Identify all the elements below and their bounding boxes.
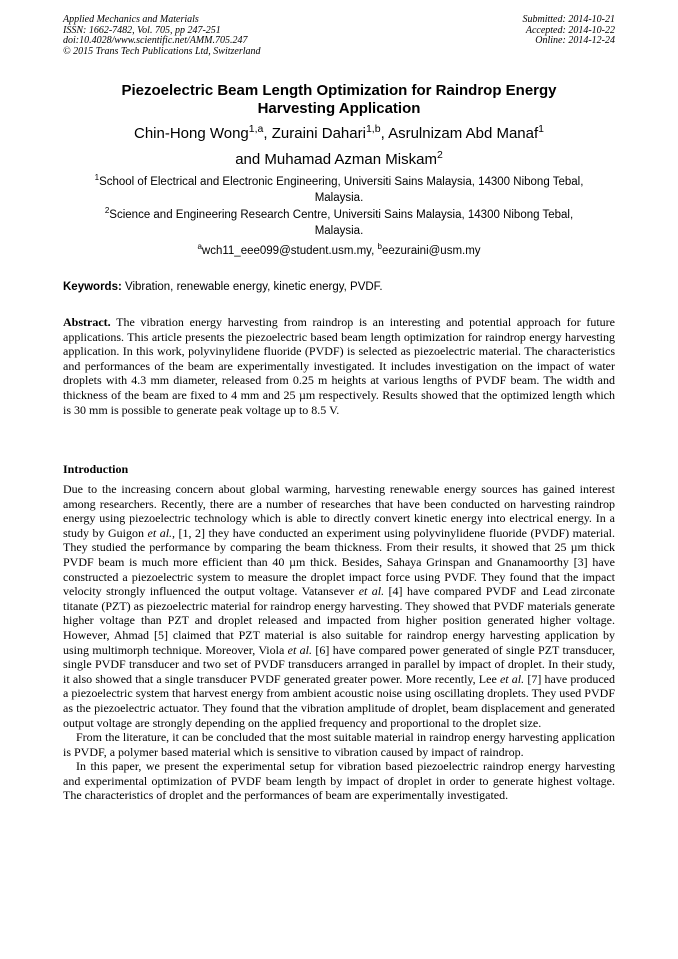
accepted-date: Accepted: 2014-10-22	[525, 24, 615, 36]
affiliation-2	[63, 207, 615, 239]
email-mark: a	[197, 242, 202, 252]
affiliation-mark: 1	[94, 173, 100, 183]
citation-etal: et al.,	[147, 525, 176, 540]
affiliation-mark: 2	[104, 206, 110, 216]
author-list	[63, 121, 615, 173]
abstract-label: Abstract.	[63, 315, 111, 329]
online-date: Online: 2014-12-24	[535, 35, 615, 47]
author-affiliation-mark: 2	[436, 149, 443, 161]
email-link[interactable]: wch11_eee099@student.usm.my	[201, 245, 372, 257]
paper-title	[63, 82, 615, 118]
introduction-body	[63, 482, 615, 803]
author-name: Asrulnizam Abd Manaf	[388, 125, 539, 142]
affiliation-country: Malaysia.	[314, 192, 364, 204]
affiliation-1	[63, 174, 615, 206]
author-line-1: Chin-Hong Wong$^{1,a}$, Zuraini Dahari$^{1,b}$, Asrulnizam Abd Manaf$^1$	[133, 123, 544, 142]
email-link[interactable]: eezuraini@usm.my	[381, 245, 481, 257]
paragraph: From the literature, it can be concluded that the most suitable material in raindrop energy harvesting application is PVDF, a polymer based material which is sensitive to vibration caused by impact of raindrop.	[63, 730, 615, 759]
keywords-label: Keywords:	[63, 281, 122, 293]
citation-etal: et al.	[287, 642, 312, 657]
paragraph: In this paper, we present the experimental setup for vibration based piezoelectric raindrop energy harvesting and experimental optimization of PVDF beam length by impact of droplet in order to generate highest voltage. The characteristics of droplet and the performances of beam are experimentally investigated.	[63, 759, 615, 803]
citation-etal: et al.	[358, 584, 385, 599]
journal-name: Applied Mechanics and Materials	[63, 14, 199, 25]
author-affiliation-mark: 1,a	[248, 123, 264, 135]
journal-doi: doi:10.4028/www.scientific.net/AMM.705.247	[63, 35, 248, 47]
affiliation-text: School of Electrical and Electronic Engineering, Universiti Sains Malaysia, 14300 Nibong Tebal,	[99, 176, 584, 188]
author-affiliation-mark: 1	[538, 123, 544, 135]
author-affiliation-mark: 1,b	[365, 123, 381, 135]
email-mark: b	[377, 242, 382, 252]
paper-title-line-2: Harvesting Application	[257, 100, 421, 117]
affiliation-country: Malaysia.	[314, 225, 364, 237]
journal-header-right	[523, 15, 616, 47]
author-name: Muhamad Azman Miskam	[264, 151, 437, 168]
abstract	[63, 315, 615, 417]
journal-copyright: © 2015 Trans Tech Publications Ltd, Switzerland	[63, 45, 261, 57]
paper-title-line-1: Piezoelectric Beam Length Optimization for Raindrop Energy	[121, 82, 557, 99]
keywords-text: Vibration, renewable energy, kinetic energy, PVDF.	[125, 281, 383, 293]
journal-header-left	[63, 15, 261, 57]
citation-etal: et al.	[499, 671, 525, 686]
author-emails: $^a$wch11_eee099@student.usm.my, $^b$eezuraini@usm.my	[197, 242, 481, 257]
abstract-text: The vibration energy harvesting from raindrop is an interesting and potential approach for future applications. This article presents the piezoelectric based beam length optimization for raindrop energy harvesting application. In this work, polyvinylidene fluoride (PVDF) is selected as piezoelectric material. The characteristics and performances of the beam are experimentally investigated. It includes investigation on the impact of water droplets with 4.3 mm diameter, released from 0.25 m heights at various lengths of PVDF beam. The width and thickness of the beam are fixed to 4 mm and 25 µm respectively. Results showed that the optimized length which is 30 mm is possible to generate peak voltage up to 8.5 V.	[63, 315, 615, 417]
author-name: Zuraini Dahari	[271, 125, 366, 142]
keywords	[63, 279, 615, 295]
journal-issn: ISSN: 1662-7482, Vol. 705, pp 247-251	[63, 24, 221, 36]
paragraph: Due to the increasing concern about global warming, harvesting renewable energy sources has gained interest among researchers. Recently, there are a number of researches that have been conducted on harvesting raindrop energy using piezoelectric technology which is able to directly convert kinetic energy into electrical energy. In a study by Guigon et al., [1, 2] they have conducted an experiment using polyvinylidene fluoride (PVDF) material. They studied the performance by comparing the beam thickness. From their results, it showed that 25 µm thick PVDF beam is much more efficient than 40 µm thick. Besides, Sahaya Grinspan and Gnanamoorthy [3] have constructed a piezoelectric system to measure the droplet impact force using PVDF. They found that the impact velocity strongly influenced the output voltage. Vatansever et al. [4] have compared PVDF and Lead zirconate titanate (PZT) as piezoelectric material for raindrop energy harvesting. They showed that PVDF materials generate higher voltage than PZT and droplet released and impacted from higher position generated higher voltage. However, Ahmad [5] claimed that PZT material is also suitable for raindrop energy harvesting application by using multimorph technique. Moreover, Viola et al. [6] have compared power generated of single PZT transducer, single PVDF transducer and two set of PVDF transducers arranged in parallel by impact of droplet. In their study, it also showed that a single transducer PVDF generated greater power. More recently, Lee et al. [7] have produced a piezoelectric system that harvest energy from ambient acoustic noise using oscillating droplets. They used PVDF as the piezoelectric actuator. They found that the vibration amplitude of droplet, beam displacement and generated output voltage are strongly depending on the applied frequency and proportional to the droplet size.	[63, 482, 616, 730]
author-line-2	[63, 147, 615, 173]
affiliation-text: Science and Engineering Research Centre, Universiti Sains Malaysia, 14300 Nibong Tebal,	[109, 209, 574, 221]
submitted-date: Submitted: 2014-10-21	[522, 14, 615, 25]
author-name: Chin-Hong Wong	[133, 125, 249, 142]
author-conjunction: and	[235, 151, 261, 168]
section-heading-introduction: Introduction	[63, 462, 129, 476]
